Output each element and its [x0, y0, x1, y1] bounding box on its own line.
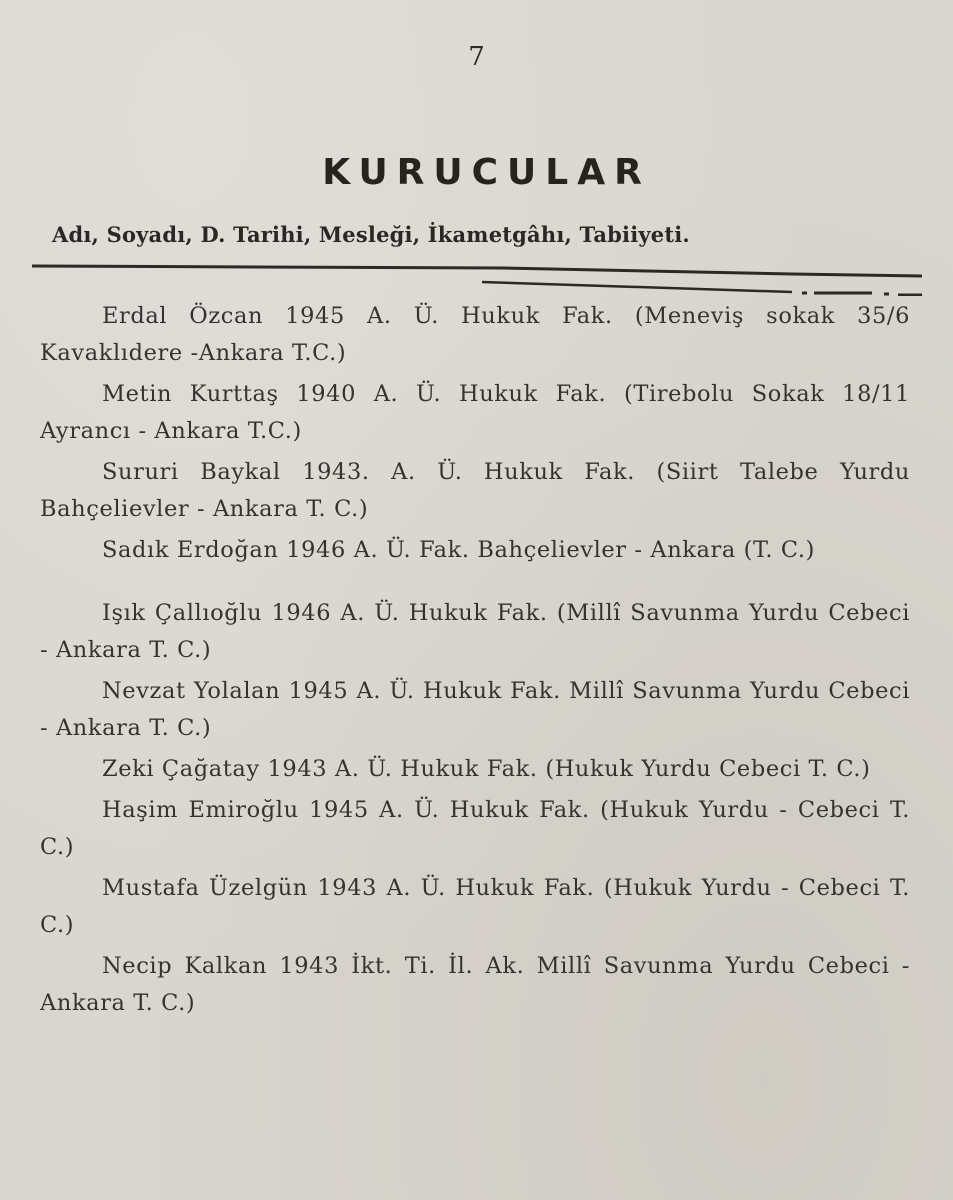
- founder-entry: Necip Kalkan 1943 İkt. Ti. İl. Ak. Millî Savunma Yurdu Cebeci - Ankara T. C.): [40, 953, 910, 1016]
- founder-entry: Erdal Özcan 1945 A. Ü. Hukuk Fak. (Meneviş sokak 35/6 Kavaklıdere -Ankara T.C.): [40, 303, 910, 366]
- founder-entry: Sadık Erdoğan 1946 A. Ü. Fak. Bahçelievler - Ankara (T. C.): [102, 537, 815, 563]
- decorative-divider-rule: [32, 262, 922, 296]
- column-headings-line: Adı, Soyadı, D. Tarihi, Mesleği, İkametgâhı, Tabiiyeti.: [52, 222, 690, 247]
- section-heading: KURUCULAR: [322, 152, 651, 193]
- founder-entry: Haşim Emiroğlu 1945 A. Ü. Hukuk Fak. (Hukuk Yurdu - Cebeci T. C.): [40, 797, 910, 860]
- founder-entry: Sururi Baykal 1943. A. Ü. Hukuk Fak. (Siirt Talebe Yurdu Bahçelievler - Ankara T. C.): [40, 459, 910, 522]
- page-number: 7: [468, 42, 485, 72]
- founder-entry: Metin Kurttaş 1940 A. Ü. Hukuk Fak. (Tirebolu Sokak 18/11 Ayrancı - Ankara T.C.): [40, 381, 910, 444]
- founder-entry: Mustafa Üzelgün 1943 A. Ü. Hukuk Fak. (Hukuk Yurdu - Cebeci T. C.): [40, 875, 910, 938]
- founder-entry: Nevzat Yolalan 1945 A. Ü. Hukuk Fak. Millî Savunma Yurdu Cebeci - Ankara T. C.): [40, 678, 910, 741]
- founder-entry: Zeki Çağatay 1943 A. Ü. Hukuk Fak. (Hukuk Yurdu Cebeci T. C.): [102, 756, 871, 782]
- founder-entry: Işık Çallıoğlu 1946 A. Ü. Hukuk Fak. (Millî Savunma Yurdu Cebeci - Ankara T. C.): [40, 600, 910, 663]
- founders-list: [40, 298, 910, 1026]
